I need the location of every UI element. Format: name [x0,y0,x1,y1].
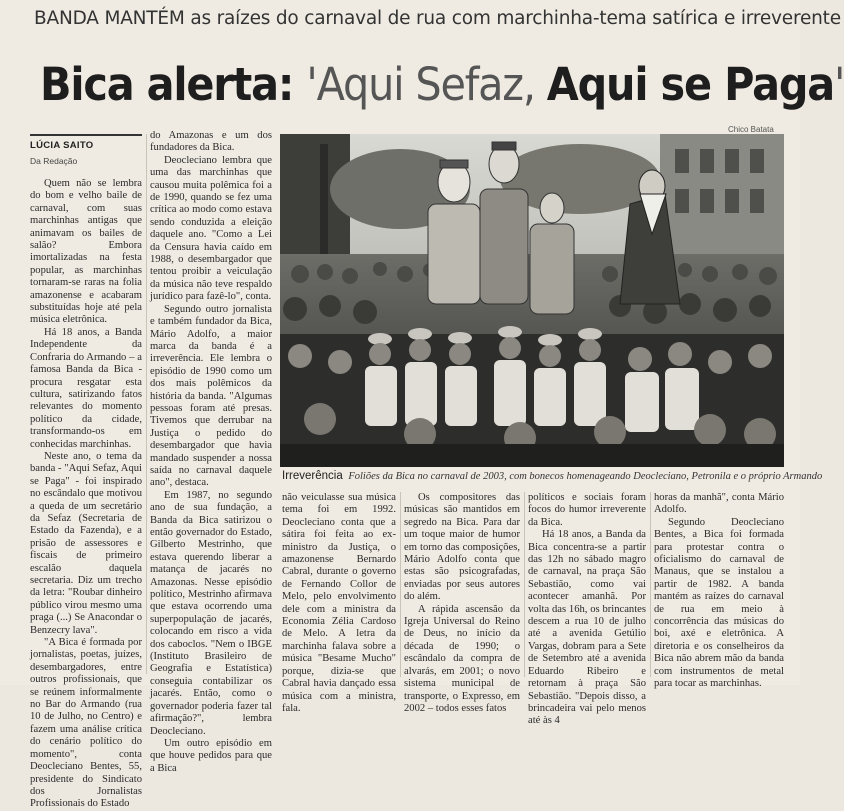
headline-part-3: Aqui se Paga [546,58,835,111]
byline-desk: Da Redação [30,156,78,166]
carnival-photo [280,134,784,467]
paragraph: do Amazonas e um dos fundadores da Bica. [150,130,272,154]
carnival-crowd-illustration [280,134,784,467]
headline-part-4: ' [834,58,844,111]
byline-author: LÚCIA SAITO [30,140,94,151]
kicker-rest: as raízes do carnaval de rua com marchinha-tema satírica e irreverente [184,8,841,29]
photo-credit: Chico Batata [728,125,774,134]
article-column-4 [404,492,520,714]
byline-rule [30,134,142,136]
paragraph: políticos e sociais foram focos do humor irreverente da Bica. [528,492,646,528]
kicker-line [34,8,841,29]
kicker-bold: BANDA MANTÉM [34,8,185,29]
article-column-1 [30,178,142,810]
article-column-5 [528,492,646,727]
paragraph: Quem não se lembra do bom e velho baile de carnaval, com suas marchinhas antigas que animavam os bailes de salão? Embora imortalizadas na festa popular, as marchinhas tornaram-se raras na folia amazonense e acabaram substituídas hoje até pela música eletrônica. [30,178,142,326]
paragraph: Um outro episódio em que houve pedidos para que a Bica [150,737,272,774]
paragraph: Segundo outro jornalista e também fundador da Bica, Mário Adolfo, a maior marca da banda é a irreverência. Ele lembra o episódio de 1990 como um dos mais polêmicos da história da banda. "Algumas pessoas foram até presas. Tivemos que derrubar na Justiça o pedido do desembargador que havia mandado suspender a nossa saída no carnaval daquele ano", destaca. [150,303,272,489]
paragraph: Há 18 anos, a Banda da Bica concentra-se a partir das 12h no sábado magro de carnaval, na praça São Sebastião, como vai acontecer amanhã. Por volta das 16h, os brincantes descem a rua 10 de julho até a avenida Getúlio Vargas, dobram para a Sete de Setembro até a avenida Eduardo Ribeiro e retornam à praça São Sebastião. "Depois disso, a brincadeira vai pelo menos até às 4 [528,529,646,727]
headline [40,58,844,111]
paragraph: não veiculasse sua música tema foi em 1992. Deocleciano conta que a sátira foi feita ao ex-ministro da Justiça, o amazonense Bernardo Cabral, durante o governo de Fernando Collor de Melo, pelo envolvimento dele com a ministra da Economia Zélia Cardoso de Melo. A letra da marchinha falava sobre a música "Besame Mucho" porque, dizia-se que Cabral havia dançado essa música com a ministra, fala. [282,492,396,714]
article-column-2 [150,130,272,774]
column-divider [650,492,651,677]
column-divider [400,492,401,677]
article-column-6 [654,492,784,690]
foreground-crowd [280,326,784,467]
caption-text: Foliões da Bica no carnaval de 2003, com bonecos homenageando Deocleciano, Petronila e o próprio Armando [348,471,823,482]
paragraph: Em 1987, no segundo ano de sua fundação, a Banda da Bica satirizou o então governador do Estado, Gilberto Mestrinho, que estava querendo liberar a matança de jacarés no Amazonas. Nesse episódio político, Mestrinho afirmava que estava ocorrendo uma superpopulação de jacarés, colocando em risco a vida dos caboclos. "Nem o IBGE (Instituto Brasileiro de Geografia e Estatística) conseguia contabilizar os jacarés. Então, como o governador poderia fazer tal afirmação?", lembra Deocleciano. [150,489,272,737]
paragraph: Neste ano, o tema da banda - "Aqui Sefaz, Aqui se Paga" - foi inspirado no escândalo que motivou a queda de um secretário da Sefaz (Secretaria de Estado da Fazenda), e a prisão de assessores e fiscais de primeiro escalão daquela secretaria. Diz um trecho da letra: "Roubar dinheiro público virou mesmo uma praga (...) Se Anacondar o Benzecry lava". [30,450,142,636]
paragraph: A rápida ascensão da Igreja Universal do Reino de Deus, no início da década de 1990; o escândalo da compra de alvarás, em 2001; o novo sistema municipal de transporte, o Expresso, em 2002 – todos esses fatos [404,603,520,714]
headline-part-2: 'Aqui Sefaz, [306,58,547,111]
paragraph: horas da manhã", conta Mário Adolfo. [654,492,784,516]
paragraph: Há 18 anos, a Banda Independente da Confraria do Armando – a famosa Banda da Bica - procura resgatar esta cultura, satirizando fatos relevantes do momento político da cidade, transformando-os em conhecidas marchinhas. [30,326,142,450]
paragraph: Os compositores das músicas são mantidos em segredo na Bica. Para dar um toque maior de humor em torno das composições, Mário Adolfo conta que estas são psicografadas, enviadas por seus autores do além. [404,492,520,603]
paragraph: Segundo Deocleciano Bentes, a Bica foi formada para protestar contra o oficialismo do carnaval de Manaus, que se instalou a partir de 1982. A banda mantém as raízes do carnaval de rua em meio à concorrência das músicas do boi, axé e eletrônica. A diretoria e os conselheiros da Bica não abrem mão da banda com instrumentos de metal para tocar as marchinhas. [654,516,784,690]
column-divider [524,492,525,677]
article-column-3 [282,492,396,714]
headline-part-1: Bica alerta: [40,58,307,111]
photo-caption [282,470,823,482]
column-divider [146,134,147,674]
caption-lead: Irreverência [282,470,343,482]
paragraph: Deocleciano lembra que uma das marchinhas que causou muita polêmica foi a de 1990, quando se fez uma crítica ao modo como estava sendo conduzida a eleição daquele ano. "Como a Lei da Censura havia caído em 1988, o desembargador que tentou proibir a veiculação da música não teve respaldo jurídico para fazê-lo", conta. [150,154,272,303]
paragraph: "A Bica é formada por jornalistas, poetas, juízes, desembargadores, entre outros profissionais, que se reúnem informalmente no Bar do Armando (rua 10 de Julho, no Centro) e fazem uma análise crítica do cenário político do momento", conta Deocleciano Bentes, 55, presidente do Sindicato dos Jornalistas Profissionais do Estado [30,637,142,810]
